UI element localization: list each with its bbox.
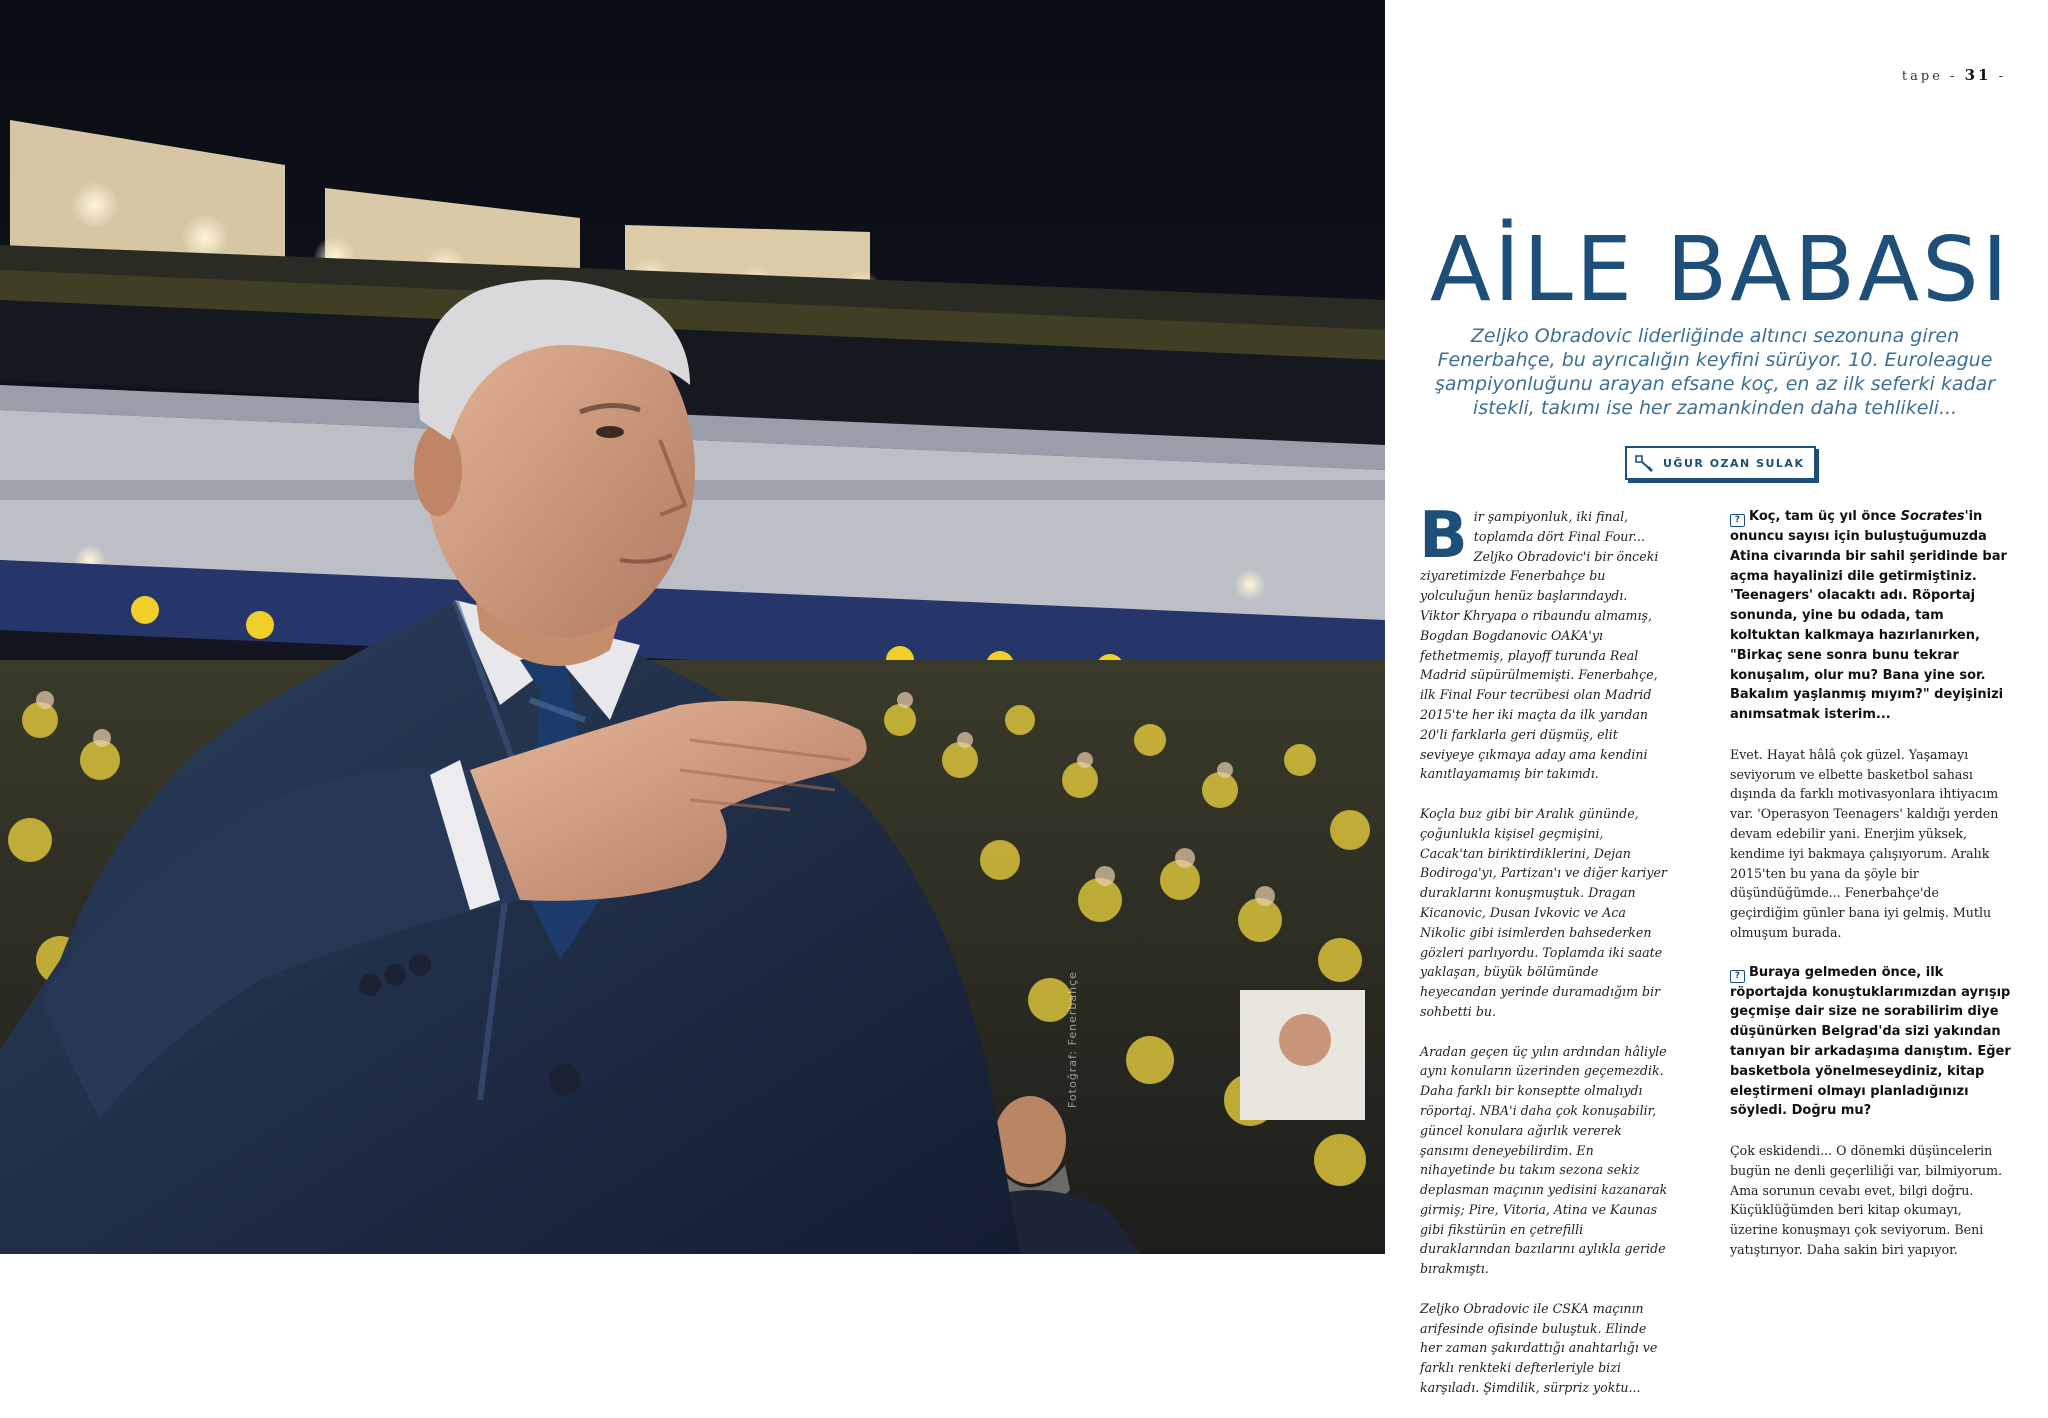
paragraph-2: Koçla buz gibi bir Aralık gününde, çoğunlukla kişisel geçmişini, Cacak'tan biriktirdiklerini, Dejan Bodiroga'yı, Partizan'ı ve diğer kariyer duraklarını konuşmuştuk. Dragan Kicanovic, Dusan Ivkovic ve Aca Nikolic gibi isimlerden bahsederken gözleri parlıyordu. Toplamda iki saate yaklaşan, büyük bölümünde heyecandan yerinde duramadığım bir sohbetti bu. [1420,805,1667,1019]
answer-2: Çok eskidendi... O dönemki düşüncelerin bugün ne denli geçerliliği var, bilmiyorum. Ama sorunun cevabı evet, bilgi doğru. Küçüklüğümden beri kitap okumayı, üzerine konuşmayı çok seviyorum. Beni yatıştırıyor. Daha sakin biri yapıyor. [1730,1142,2003,1257]
question-bubble-icon: ? [1730,514,1745,527]
question-2 [1730,963,2011,1122]
article-column-left [1419,499,1670,1418]
article-title: AİLE BABASI [1430,217,2011,321]
folio-label: tape - [1901,69,1958,84]
article-column-right [1730,507,2011,1279]
pen-tool-icon [1633,453,1655,473]
paragraph-3: Aradan geçen üç yılın ardından hâliyle aynı konuların üzerinden geçemezdik. Daha farklı bir konseptte olmalıydı röportaj. NBA'i daha çok konuşabilir, güncel konulara ağırlık vererek şansımı deneyebilirdim. En nihayetinde bu takım sezona sekiz deplasman maçının yedisini kazanarak girmiş; Pire, Vitoria, Atina ve Kaunas gibi fikstürün en çetrefilli duraklarından bazılarını aylıkla geride bırakmıştı. [1420,1043,1668,1277]
paragraph-4: Zeljko Obradovic ile CSKA maçının arifesinde ofisinde buluştuk. Elinde her zaman şakırdattığı anahtarlığı ve farklı renkteki defterleriyle bizi karşıladı. Şimdilik, sürpriz yoktu... [1420,1300,1658,1396]
author-badge [1625,446,1816,480]
photo-credit: Fotoğraf: Fenerbahçe [1066,971,1079,1108]
drop-cap: B [1419,499,1468,573]
question-1 [1730,507,2011,725]
question-1-after: 'in onuncu sayısı için buluştuğumuzda Atina civarında bir sahil şeridinde bar açma hayalinizi dile getirmiştiniz. 'Teenagers' olacaktı adı. Röportaj sonunda, yine bu odada, tam koltuktan kalkmaya hazırlanırken, "Birkaç sene sonra bunu tekrar konuşalım, olur mu? Bana yine sor. Bakalım yaşlanmış mıyım?" deyişinizi anımsatmak isterim... [1730,509,2007,723]
intro-paragraph [1419,499,1670,784]
question-1-before: Koç, tam üç yıl önce [1749,509,1901,524]
intro-text: ir şampiyonluk, iki final, toplamda dört Final Four... Zeljko Obradovic'i bir önceki ziyaretimizde Fenerbahçe bu yolculuğun henüz başlarındaydı. Viktor Khryapa o ribaundu almamış, Bogdan Bogdanovic OAKA'yı fethetmemiş, playoff turunda Real Madrid süpürülmemişti. Fenerbahçe, ilk Final Four tecrübesi olan Madrid 2015'te her iki maçta da ilk yarıdan 20'li farklarla geri düşmüş, elit seviyeye çıkmaya aday ama kendini kanıtlayamamış bir takımdı. [1420,509,1659,782]
folio-suffix: - [1998,69,2006,84]
page-number: 31 [1964,66,1992,84]
answer-1: Evet. Hayat hâlâ çok güzel. Yaşamayı seviyorum ve elbette basketbol sahası dışında da farklı motivasyonlara ihtiyacım var. 'Operasyon Teenagers' kaldığı yerden devam edebilir yani. Enerjim yüksek, kendime iyi bakmaya çalışıyorum. Aralık 2015'ten bu yana da şöyle bir düşündüğümde... Fenerbahçe'de geçirdiğim günler bana iyi gelmiş. Mutlu olmuşum burada. [1730,746,1999,940]
article-deck: Zeljko Obradovic liderliğinde altıncı sezonuna giren Fenerbahçe, bu ayrıcalığın keyfini sürüyor. 10. Euroleague şampiyonluğunu arayan efsane koç, en az ilk seferki kadar istekli, takımı ise her zamankinden daha tehlikeli... [1434,325,1996,419]
question-bubble-icon: ? [1730,970,1745,983]
author-name: UĞUR OZAN SULAK [1663,456,1805,470]
question-1-emphasis: Socrates [1900,509,1965,524]
question-2-text: Buraya gelmeden önce, ilk röportajda konuştuklarımızdan ayrışıp geçmişe dair size ne sorabilirim diye düşünürken Belgrad'da sizi yakından tanıyan bir arkadaşıma danıştım. Eğer basketbola yönelmeseydiniz, kitap eleştirmeni olmayı planladığınızı söyledi. Doğru mu? [1730,964,2011,1119]
page-folio [1902,66,2006,84]
